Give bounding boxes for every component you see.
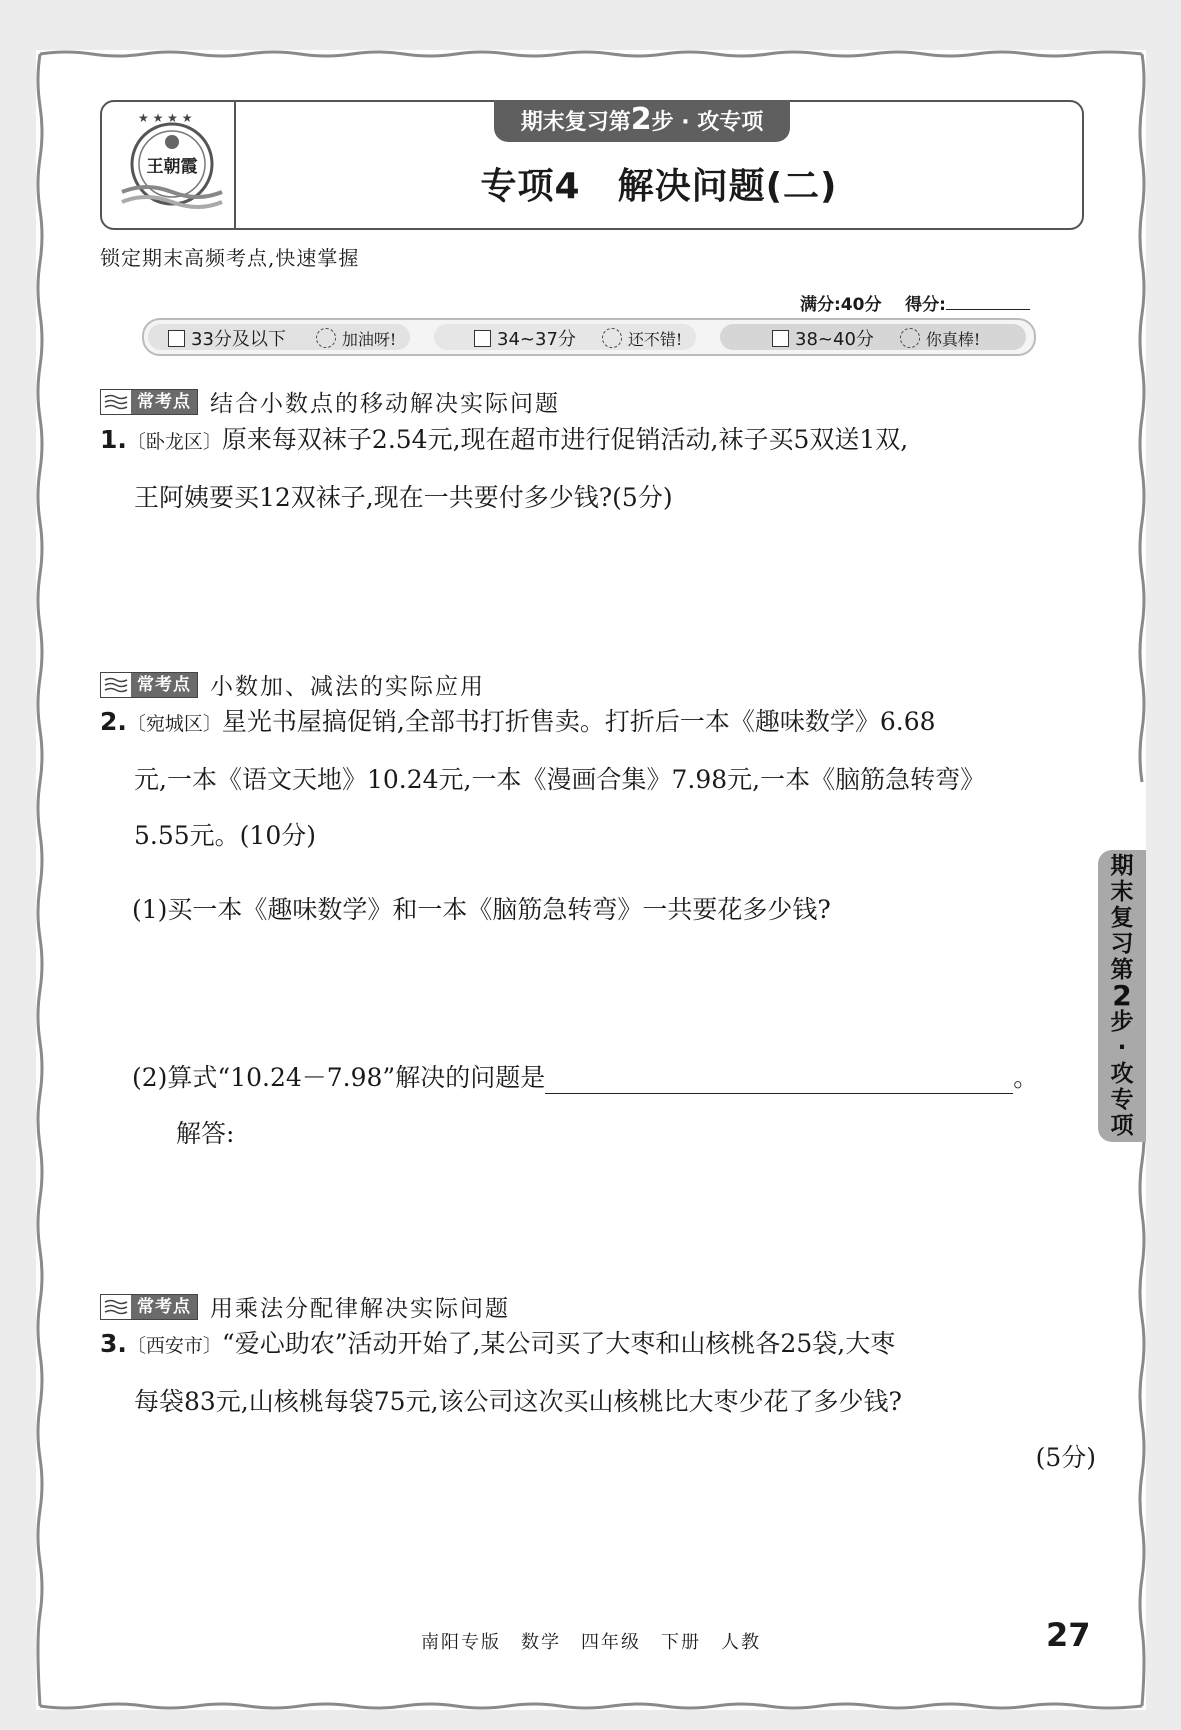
question-points: (5分): [1035, 1443, 1096, 1472]
question-text: 每袋83元,山核桃每袋75元,该公司这次买山核桃比大枣少花了多少钱?: [134, 1387, 902, 1416]
side-char: ·: [1117, 1035, 1127, 1061]
kp-label: 常考点: [131, 390, 197, 414]
side-char: 习: [1110, 931, 1134, 957]
rating-range: 33分及以下: [191, 329, 286, 350]
question-text: 原来每双袜子2.54元,现在超市进行促销活动,袜子买5双送1双,: [221, 425, 909, 454]
step-prefix: 期末复习第: [520, 110, 631, 135]
waves-icon: [101, 673, 131, 697]
kp-label: 常考点: [131, 1295, 197, 1319]
question-3: [100, 1316, 1100, 1486]
side-step-tab: [1098, 850, 1146, 1142]
waves-icon: [101, 1295, 131, 1319]
rating-option-mid[interactable]: [474, 325, 682, 351]
rating-praise: 你真棒!: [925, 329, 981, 349]
question-number: 2.: [100, 707, 127, 736]
svg-text:★ ★ ★ ★: ★ ★ ★ ★: [138, 111, 193, 125]
page-footer: 南阳专版 数学 四年级 下册 人教: [421, 1632, 761, 1653]
kp-text: 小数加、减法的实际应用: [210, 674, 485, 700]
question-text: 星光书屋搞促销,全部书打折售卖。打折后一本《趣味数学》6.68: [221, 707, 936, 736]
q1-line1: [100, 412, 1100, 470]
side-char: 专: [1110, 1087, 1134, 1113]
kp-text: 结合小数点的移动解决实际问题: [210, 391, 560, 417]
step-banner: [494, 100, 790, 142]
answer-blank[interactable]: [545, 1067, 1013, 1094]
side-char: 项: [1110, 1113, 1134, 1139]
question-region: 〔西安市〕: [126, 1335, 222, 1357]
slogan: 锁定期末高频考点,快速掌握: [100, 246, 360, 270]
step-suffix: 步 · 攻专项: [651, 110, 764, 135]
side-step-number: 2: [1112, 979, 1132, 1012]
svg-text:王朝霞: 王朝霞: [146, 157, 198, 177]
question-region: 〔宛城区〕: [126, 713, 222, 735]
checkbox-icon[interactable]: [168, 330, 185, 347]
q2-subquestion-2: [132, 1058, 1038, 1094]
rating-praise: 还不错!: [627, 329, 683, 349]
score-line: [800, 290, 1030, 315]
smiley-icon: [316, 328, 336, 348]
question-number: 3.: [100, 1329, 127, 1358]
rating-option-high[interactable]: [772, 325, 980, 351]
side-char: 复: [1110, 905, 1134, 931]
side-char: 期: [1110, 853, 1134, 879]
rating-praise: 加油呀!: [341, 329, 397, 349]
worksheet-page: [36, 50, 1146, 1710]
rating-range: 38~40分: [795, 329, 874, 350]
page-number: 27: [1046, 1616, 1091, 1654]
q2-line1: [100, 694, 1100, 752]
rating-option-low[interactable]: [168, 325, 396, 351]
waves-icon: [101, 390, 131, 414]
smiley-icon: [602, 328, 622, 348]
smiley-icon: [900, 328, 920, 348]
side-char: 攻: [1110, 1061, 1134, 1087]
answer-label: 解答:: [176, 1119, 235, 1148]
full-score-label: 满分:40分: [800, 295, 882, 315]
subquestion-end: 。: [1013, 1063, 1039, 1092]
checkbox-icon[interactable]: [474, 330, 491, 347]
side-char: 第: [1110, 957, 1134, 983]
question-number: 1.: [100, 425, 127, 454]
self-rating-bar: [142, 318, 1036, 356]
brand-logo: [116, 108, 228, 220]
question-text: 5.55元。(10分): [134, 821, 316, 850]
side-char: 末: [1110, 879, 1134, 905]
kp-text: 用乘法分配律解决实际问题: [210, 1296, 510, 1322]
kp-badge: [100, 389, 198, 415]
rating-range: 34~37分: [497, 329, 576, 350]
step-number: 2: [630, 102, 652, 137]
subquestion-text: (2)算式“10.24－7.98”解决的问题是: [132, 1063, 546, 1092]
q3-line1: [100, 1316, 1100, 1374]
question-text: 元,一本《语文天地》10.24元,一本《漫画合集》7.98元,一本《脑筋急转弯》: [134, 765, 986, 794]
question-2: [100, 694, 1100, 864]
q2-subquestion-1: (1)买一本《趣味数学》和一本《脑筋急转弯》一共要花多少钱?: [132, 895, 831, 924]
question-text: “爱心助农”活动开始了,某公司买了大枣和山核桃各25袋,大枣: [221, 1329, 896, 1358]
question-text: 王阿姨要买12双袜子,现在一共要付多少钱?(5分): [134, 483, 673, 512]
question-1: [100, 412, 1100, 526]
score-got-label: 得分:: [905, 295, 946, 315]
kp-label: 常考点: [131, 673, 197, 697]
question-region: 〔卧龙区〕: [126, 431, 222, 453]
side-char: 步: [1110, 1009, 1134, 1035]
section-title: 专项4 解决问题(二): [480, 166, 838, 207]
section-header: [100, 100, 1084, 230]
score-blank[interactable]: [946, 309, 1030, 310]
checkbox-icon[interactable]: [772, 330, 789, 347]
